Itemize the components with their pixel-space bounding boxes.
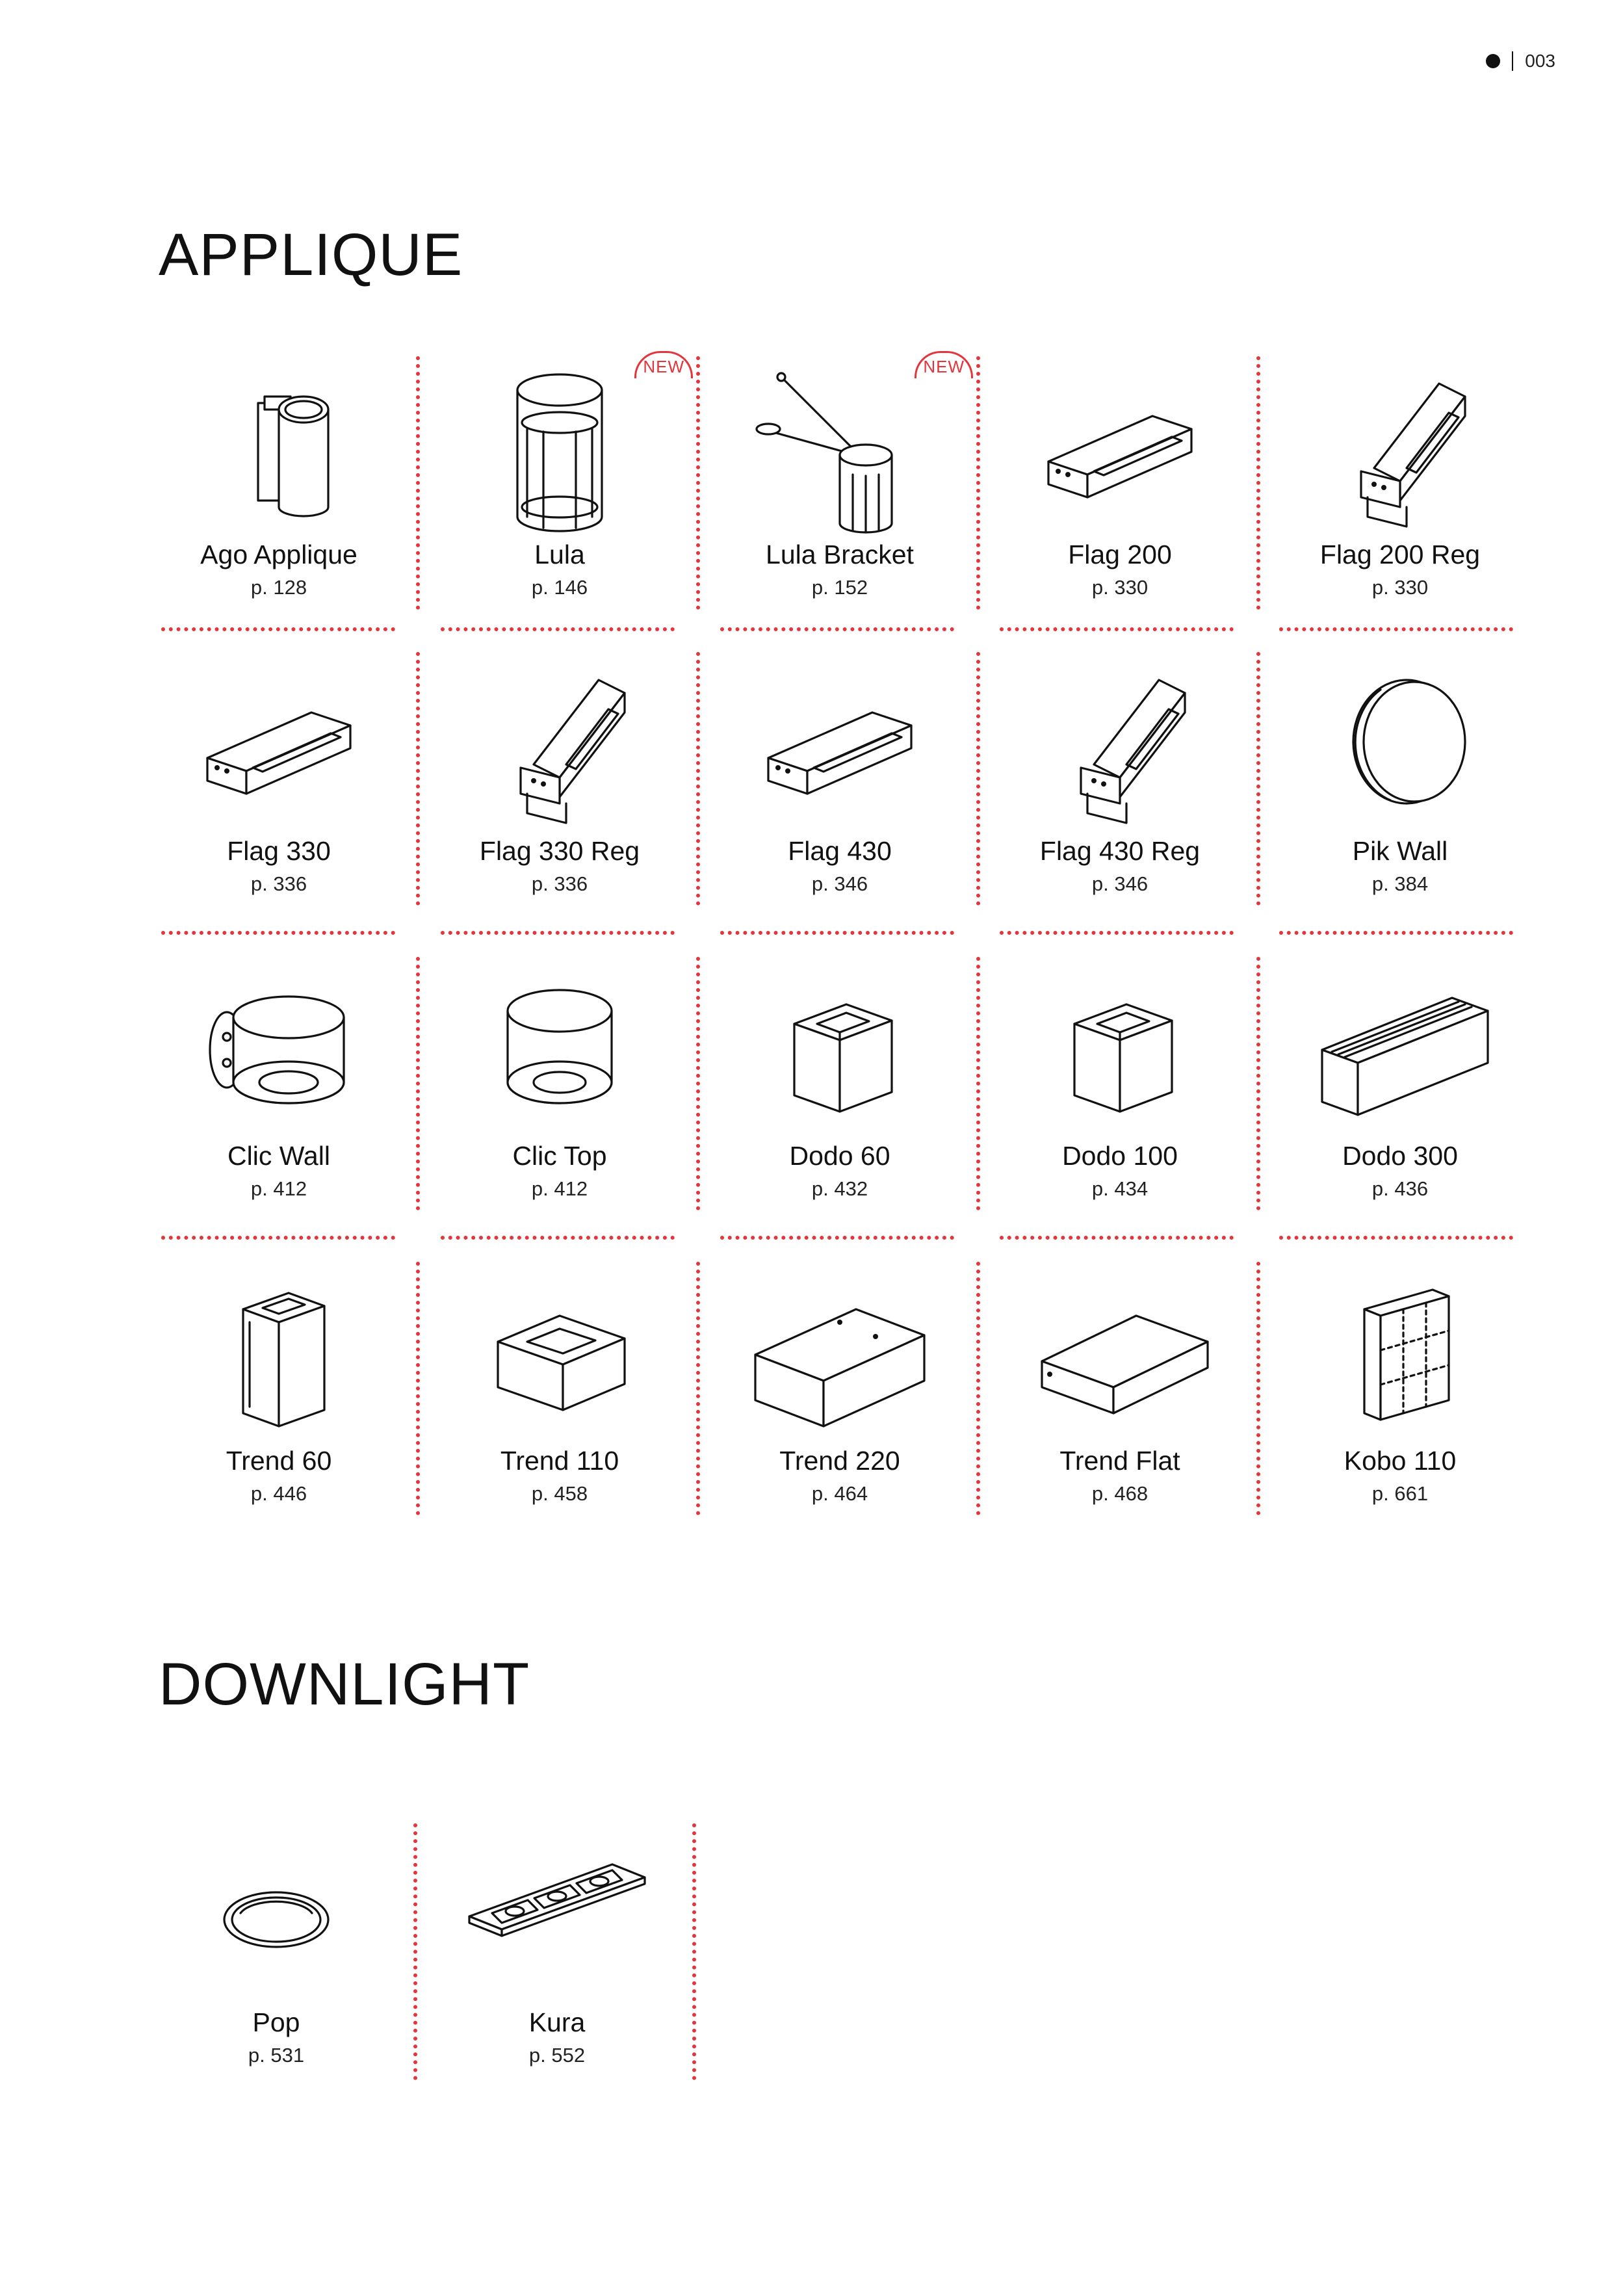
product-name: Trend 110 xyxy=(500,1446,619,1476)
product-name: Kura xyxy=(528,2007,586,2037)
product-name: Lula Bracket xyxy=(766,540,914,569)
flag-box-icon xyxy=(1022,358,1217,533)
product-page-ref[interactable]: p. 346 xyxy=(811,872,868,895)
dotted-divider-vertical xyxy=(416,356,420,610)
product-card[interactable] xyxy=(1260,946,1540,1232)
tall-box-icon xyxy=(181,1264,376,1439)
product-page-ref[interactable]: p. 464 xyxy=(811,1482,868,1505)
product-page-ref[interactable]: p. 434 xyxy=(1091,1177,1149,1200)
dotted-divider-horizontal xyxy=(1279,1236,1513,1240)
separator xyxy=(1512,51,1513,71)
product-page-ref[interactable]: p. 152 xyxy=(811,576,868,599)
product-page-ref[interactable]: p. 128 xyxy=(250,576,307,599)
bullet-icon xyxy=(1486,54,1500,68)
lantern-icon xyxy=(462,358,657,533)
product-page-ref[interactable]: p. 531 xyxy=(248,2044,305,2067)
dotted-divider-vertical xyxy=(976,652,980,906)
product-card[interactable] xyxy=(420,1251,699,1537)
product-card[interactable] xyxy=(420,946,699,1232)
triple-spot-icon xyxy=(460,1825,655,2001)
long-box-icon xyxy=(1303,959,1498,1134)
dotted-divider-vertical xyxy=(696,957,700,1210)
product-page-ref[interactable]: p. 458 xyxy=(531,1482,588,1505)
section-title-downlight: DOWNLIGHT xyxy=(159,1651,530,1717)
product-card[interactable] xyxy=(139,1251,419,1537)
dotted-divider-vertical xyxy=(416,957,420,1210)
dotted-divider-horizontal xyxy=(720,1236,954,1240)
product-card[interactable] xyxy=(980,641,1260,927)
product-name: Pik Wall xyxy=(1352,836,1448,866)
product-page-ref[interactable]: p. 661 xyxy=(1371,1482,1429,1505)
page-indicator xyxy=(1486,51,1555,72)
flag-reg-icon xyxy=(462,654,657,829)
section-title-applique: APPLIQUE xyxy=(159,222,463,288)
cube-icon xyxy=(742,959,937,1134)
flag-box-icon xyxy=(742,654,937,829)
product-name: Flag 430 Reg xyxy=(1039,836,1201,866)
cylinder-wall-icon xyxy=(181,358,376,533)
lantern-bracket-icon xyxy=(742,358,937,533)
product-card[interactable] xyxy=(700,1251,980,1537)
product-page-ref[interactable]: p. 330 xyxy=(1371,576,1429,599)
dotted-divider-horizontal xyxy=(161,627,395,631)
product-page-ref[interactable]: p. 336 xyxy=(250,872,307,895)
grid-panel-icon xyxy=(1303,1264,1498,1439)
new-badge: NEW xyxy=(634,351,693,378)
flag-reg-icon xyxy=(1022,654,1217,829)
product-page-ref[interactable]: p. 330 xyxy=(1091,576,1149,599)
product-name: Dodo 100 xyxy=(1062,1141,1178,1171)
product-name: Ago Applique xyxy=(200,540,357,569)
flat-box-icon xyxy=(1022,1264,1217,1439)
dotted-divider-vertical xyxy=(696,356,700,610)
product-page-ref[interactable]: p. 384 xyxy=(1371,872,1429,895)
product-card[interactable] xyxy=(139,641,419,927)
dotted-divider-horizontal xyxy=(1000,627,1234,631)
product-name: Pop xyxy=(252,2007,300,2037)
product-page-ref[interactable]: p. 436 xyxy=(1371,1177,1429,1200)
dotted-divider-horizontal xyxy=(1279,627,1513,631)
product-name: Kobo 110 xyxy=(1344,1446,1457,1476)
dotted-divider-horizontal xyxy=(161,1236,395,1240)
product-name: Trend 60 xyxy=(226,1446,332,1476)
square-box-icon xyxy=(462,1264,657,1439)
product-name: Clic Top xyxy=(512,1141,607,1171)
product-card[interactable] xyxy=(417,1812,697,2098)
dotted-divider-vertical xyxy=(1256,356,1260,610)
product-card[interactable] xyxy=(980,345,1260,631)
round-ceiling-icon xyxy=(462,959,657,1134)
product-name: Flag 430 xyxy=(788,836,892,866)
product-page-ref[interactable]: p. 412 xyxy=(250,1177,307,1200)
ring-icon xyxy=(179,1825,374,2001)
product-card[interactable] xyxy=(1260,1251,1540,1537)
dotted-divider-vertical xyxy=(416,1262,420,1515)
dotted-divider-horizontal xyxy=(720,627,954,631)
product-card[interactable] xyxy=(420,641,699,927)
product-page-ref[interactable]: p. 346 xyxy=(1091,872,1149,895)
product-name: Flag 200 Reg xyxy=(1319,540,1481,569)
dotted-divider-horizontal xyxy=(1000,931,1234,935)
dotted-divider-horizontal xyxy=(1000,1236,1234,1240)
dotted-divider-vertical xyxy=(692,1823,696,2080)
product-card[interactable] xyxy=(420,345,699,631)
product-card[interactable] xyxy=(139,946,419,1232)
round-wall-icon xyxy=(181,959,376,1134)
product-name: Clic Wall xyxy=(227,1141,330,1171)
product-name: Trend 220 xyxy=(779,1446,900,1476)
product-card[interactable] xyxy=(980,946,1260,1232)
dotted-divider-vertical xyxy=(413,1823,417,2080)
product-name: Flag 330 Reg xyxy=(479,836,640,866)
dotted-divider-vertical xyxy=(1256,1262,1260,1515)
product-card[interactable] xyxy=(1260,641,1540,927)
product-card[interactable] xyxy=(700,946,980,1232)
flag-box-icon xyxy=(181,654,376,829)
product-page-ref[interactable]: p. 552 xyxy=(528,2044,586,2067)
dotted-divider-horizontal xyxy=(1279,931,1513,935)
product-card[interactable] xyxy=(700,641,980,927)
dotted-divider-horizontal xyxy=(161,931,395,935)
dotted-divider-horizontal xyxy=(441,931,675,935)
product-page-ref[interactable]: p. 432 xyxy=(811,1177,868,1200)
product-name: Dodo 60 xyxy=(789,1141,890,1171)
page-number: 003 xyxy=(1525,51,1555,71)
product-name: Flag 200 xyxy=(1068,540,1172,569)
product-name: Lula xyxy=(534,540,585,569)
dotted-divider-vertical xyxy=(696,1262,700,1515)
wide-box-icon xyxy=(742,1264,937,1439)
dotted-divider-vertical xyxy=(976,1262,980,1515)
product-name: Trend Flat xyxy=(1059,1446,1180,1476)
dotted-divider-vertical xyxy=(976,356,980,610)
dotted-divider-vertical xyxy=(1256,652,1260,906)
dotted-divider-horizontal xyxy=(720,931,954,935)
product-page-ref[interactable]: p. 146 xyxy=(531,576,588,599)
flag-reg-icon xyxy=(1303,358,1498,533)
product-card[interactable] xyxy=(139,345,419,631)
product-card[interactable] xyxy=(700,345,980,631)
dotted-divider-horizontal xyxy=(441,1236,675,1240)
cube-icon xyxy=(1022,959,1217,1134)
product-page-ref[interactable]: p. 412 xyxy=(531,1177,588,1200)
dotted-divider-vertical xyxy=(696,652,700,906)
dotted-divider-vertical xyxy=(416,652,420,906)
dotted-divider-vertical xyxy=(1256,957,1260,1210)
product-page-ref[interactable]: p. 336 xyxy=(531,872,588,895)
dotted-divider-vertical xyxy=(976,957,980,1210)
product-name: Flag 330 xyxy=(227,836,331,866)
product-page-ref[interactable]: p. 446 xyxy=(250,1482,307,1505)
product-card[interactable] xyxy=(980,1251,1260,1537)
product-card[interactable] xyxy=(1260,345,1540,631)
product-page-ref[interactable]: p. 468 xyxy=(1091,1482,1149,1505)
product-card[interactable] xyxy=(136,1812,416,2098)
new-badge: NEW xyxy=(915,351,973,378)
disc-icon xyxy=(1303,654,1498,829)
product-name: Dodo 300 xyxy=(1342,1141,1458,1171)
dotted-divider-horizontal xyxy=(441,627,675,631)
